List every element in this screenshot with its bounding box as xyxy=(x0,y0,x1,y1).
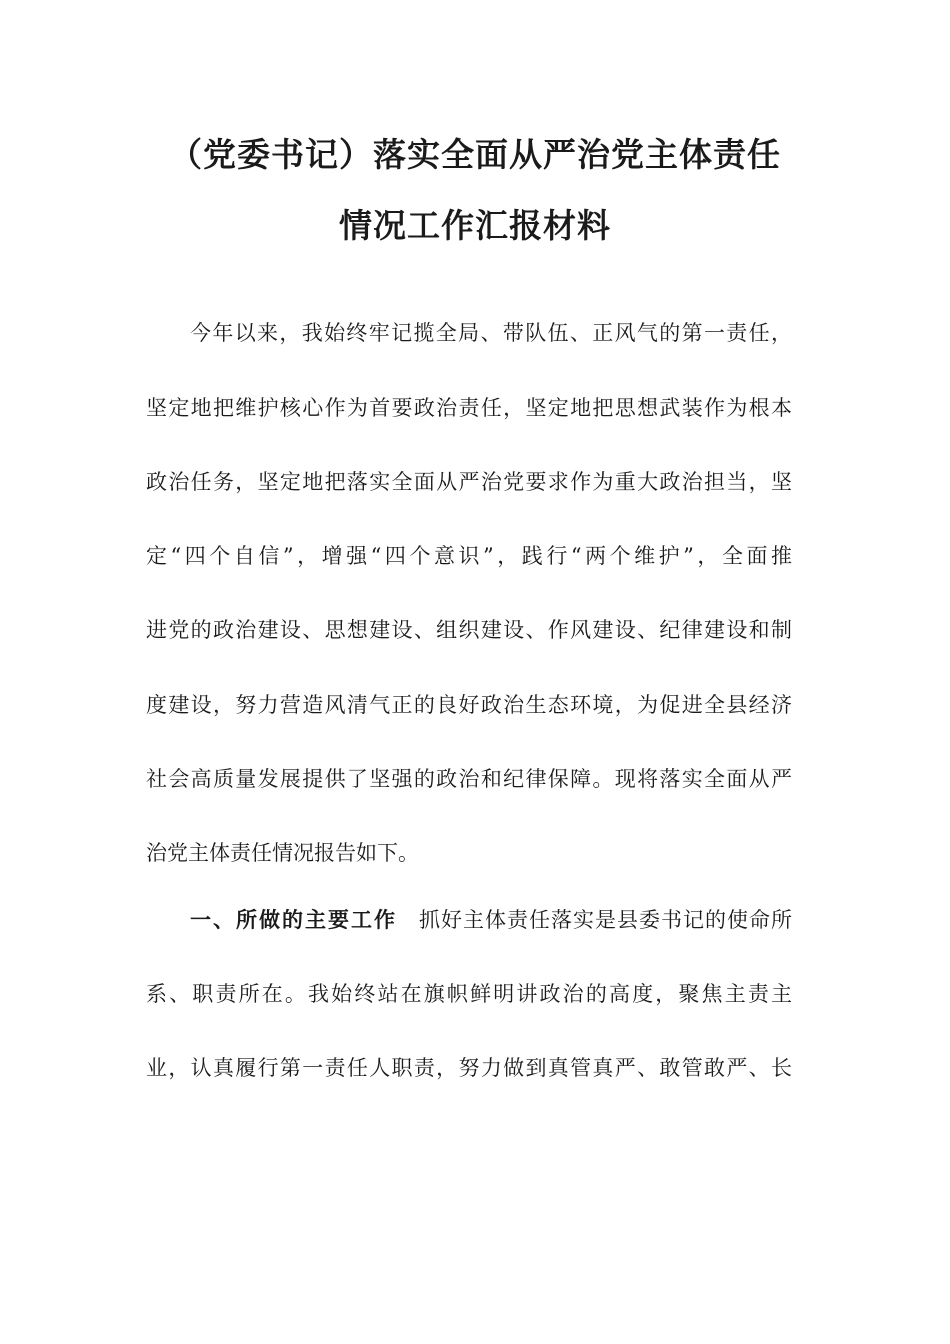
section-first-line xyxy=(190,905,792,935)
document-title-line-2: 情况工作汇报材料 xyxy=(339,206,611,245)
section-heading-continuation: 抓好主体责任落实是县委书记的使命所 xyxy=(419,908,792,932)
paragraph-line: 进党的政治建设、思想建设、组织建设、作风建设、纪律建设和制 xyxy=(146,618,792,642)
paragraph-line: 坚定地把维护核心作为首要政治责任，坚定地把思想武装作为根本 xyxy=(146,396,792,420)
paragraph-line: 业，认真履行第一责任人职责，努力做到真管真严、敢管敢严、长 xyxy=(146,1056,792,1080)
paragraph-line: 定“四个自信”，增强“四个意识”，践行“两个维护”，全面推 xyxy=(146,544,792,568)
paragraph-line: 社会高质量发展提供了坚强的政治和纪律保障。现将落实全面从严 xyxy=(146,767,792,791)
paragraph-line: 度建设，努力营造风清气正的良好政治生态环境，为促进全县经济 xyxy=(146,693,792,717)
document-title-line-1: （党委书记）落实全面从严治党主体责任 xyxy=(169,135,781,174)
paragraph-line: 治党主体责任情况报告如下。 xyxy=(146,841,419,865)
paragraph-line: 政治任务，坚定地把落实全面从严治党要求作为重大政治担当，坚 xyxy=(146,470,792,494)
paragraph-line: 系、职责所在。我始终站在旗帜鲜明讲政治的高度，聚焦主责主 xyxy=(146,982,792,1006)
paragraph-line: 今年以来，我始终牢记揽全局、带队伍、正风气的第一责任， xyxy=(190,321,792,345)
section-heading: 一、所做的主要工作 xyxy=(190,908,397,932)
